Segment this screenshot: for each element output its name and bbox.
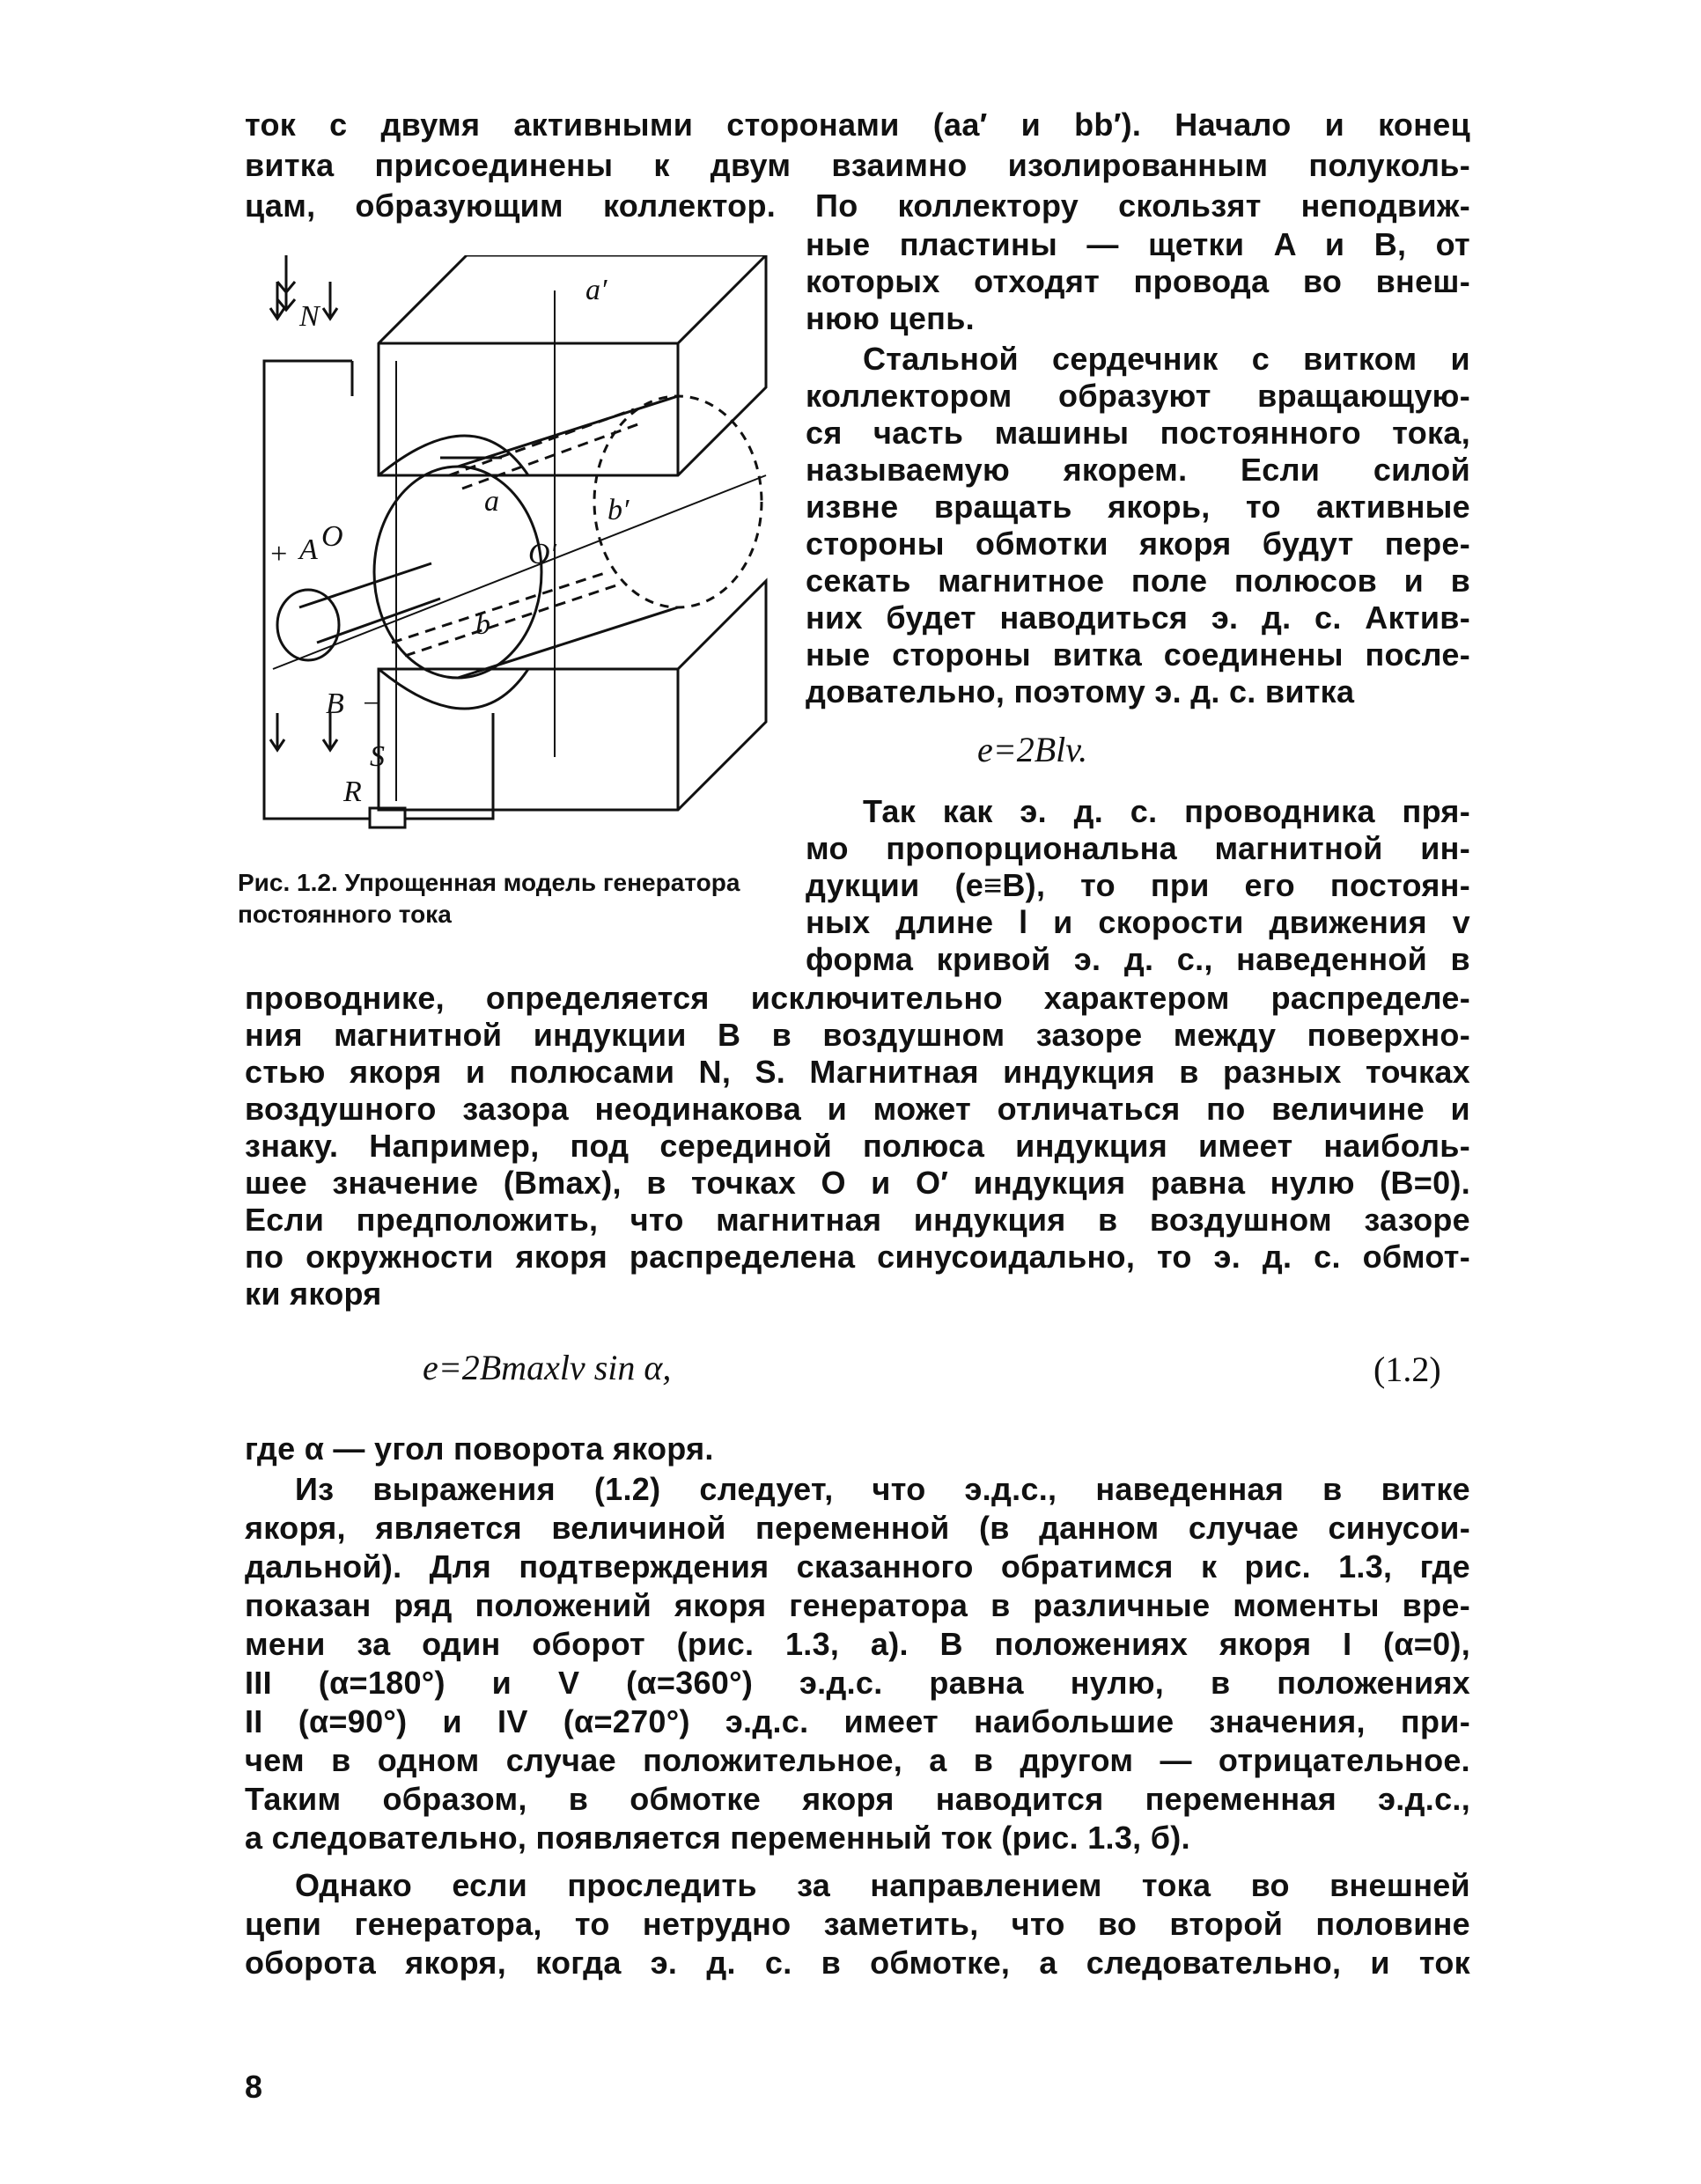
text-line: ся часть машины постоянного тока, (806, 415, 1470, 451)
text-line: цепи генератора, то нетрудно заметить, что во второй половине (245, 1906, 1470, 1942)
text-line: III (α=180°) и V (α=360°) э.д.с. равна нулю, в положениях (245, 1665, 1470, 1701)
text-line: II (α=90°) и IV (α=270°) э.д.с. имеет наибольшие значения, при- (245, 1703, 1470, 1739)
label-o-prime: O′ (528, 538, 556, 570)
text-line: цам, образующим коллектор. По коллектору скользят неподвиж- (245, 188, 1470, 224)
label-plus: + (269, 538, 289, 570)
label-minus: − (361, 688, 381, 720)
top-pole (379, 255, 766, 475)
text-line: стью якоря и полюсами N, S. Магнитная индукция в разных точках (245, 1054, 1470, 1090)
formula-emf-coil: e=2Blv. (977, 730, 1088, 769)
text-line: стороны обмотки якоря будут пере- (806, 526, 1470, 562)
text-line: мени за один оборот (рис. 1.3, а). В положениях якоря I (α=0), (245, 1626, 1470, 1662)
formula-emf-sin: e=2Bmaxlv sin α, (423, 1348, 672, 1387)
text-line: называемую якорем. Если силой (806, 452, 1470, 488)
label-b: b (475, 608, 490, 641)
figure-caption: Рис. 1.2. Упрощенная модель генератора постоянного тока (238, 869, 740, 928)
text-line: ные стороны витка соединены после- (806, 636, 1470, 673)
generator-model-figure (238, 255, 784, 863)
label-s: S (370, 740, 385, 773)
text-line: ток с двумя активными сторонами (aa′ и bb′). Начало и конец (245, 107, 1470, 143)
text-line: коллектором образуют вращающую- (806, 378, 1470, 414)
text-line: нюю цепь. (806, 300, 975, 336)
text-line: Стальной сердечник с витком и (863, 341, 1470, 377)
text-line: Таким образом, в обмотке якоря наводится переменная э.д.с., (245, 1781, 1470, 1817)
text-line: витка присоединены к двум взаимно изолированным полуколь- (245, 147, 1470, 183)
text-line: по окружности якоря распределена синусоидально, то э. д. с. обмот- (245, 1239, 1470, 1275)
text-line: якоря, является величиной переменной (в данном случае синусои- (245, 1510, 1470, 1546)
label-b-brush: B (326, 688, 344, 720)
text-line: показан ряд положений якоря генератора в различные моменты вре- (245, 1587, 1470, 1623)
label-b-prime: b′ (608, 494, 630, 526)
label-a-brush: A (299, 533, 318, 566)
text-line: шее значение (Bmax), в точках O и O′ индукция равна нулю (B=0). (245, 1165, 1470, 1201)
text-line: мо пропорциональна магнитной ин- (806, 830, 1470, 866)
text-line: Так как э. д. с. проводника пря- (863, 793, 1470, 829)
text-line: Если предположить, что магнитная индукция в воздушном зазоре (245, 1202, 1470, 1238)
text-line: а следовательно, появляется переменный ток (рис. 1.3, б). (245, 1820, 1190, 1856)
text-line: извне вращать якорь, то активные (806, 489, 1470, 525)
text-line: дальной). Для подтверждения сказанного обратимся к рис. 1.3, где (245, 1548, 1470, 1585)
label-o: O (321, 520, 343, 553)
text-line: оборота якоря, когда э. д. с. в обмотке, а следовательно, и ток (245, 1945, 1470, 1981)
label-a: a (484, 485, 499, 518)
text-line: проводнике, определяется исключительно характером распределе- (245, 980, 1470, 1016)
text-line: секать магнитное поле полюсов и в (806, 563, 1470, 599)
text-line: ных длине l и скорости движения v (806, 904, 1470, 940)
text-line: где α — угол поворота якоря. (245, 1430, 714, 1467)
text-line: них будет наводиться э. д. с. Актив- (806, 599, 1470, 636)
label-r: R (343, 776, 362, 808)
bottom-pole (379, 581, 766, 810)
text-line: ки якоря (245, 1276, 382, 1312)
text-line: воздушного зазора неодинакова и может отличаться по величине и (245, 1091, 1470, 1127)
text-line: ния магнитной индукции B в воздушном зазоре между поверхно- (245, 1017, 1470, 1053)
text-line: чем в одном случае положительное, а в другом — отрицательное. (245, 1742, 1470, 1778)
equation-number: (1.2) (1373, 1349, 1441, 1389)
label-n: N (299, 300, 320, 333)
text-line: дукции (e≡B), то при его постоян- (806, 867, 1470, 903)
armature-front (374, 467, 541, 678)
text-line: Однако если проследить за направлением тока во внешней (295, 1867, 1470, 1903)
text-line: довательно, поэтому э. д. с. витка (806, 673, 1355, 710)
label-a-prime: a′ (585, 274, 608, 306)
text-line: знаку. Например, под серединой полюса индукция имеет наиболь- (245, 1128, 1470, 1164)
text-line: Из выражения (1.2) следует, что э.д.с., наведенная в витке (295, 1471, 1470, 1507)
text-line: ные пластины — щетки A и B, от (806, 226, 1470, 262)
text-line: которых отходят провода во внеш- (806, 263, 1470, 299)
text-line: форма кривой э. д. с., наведенной в (806, 941, 1470, 977)
page-number: 8 (245, 2069, 263, 2105)
